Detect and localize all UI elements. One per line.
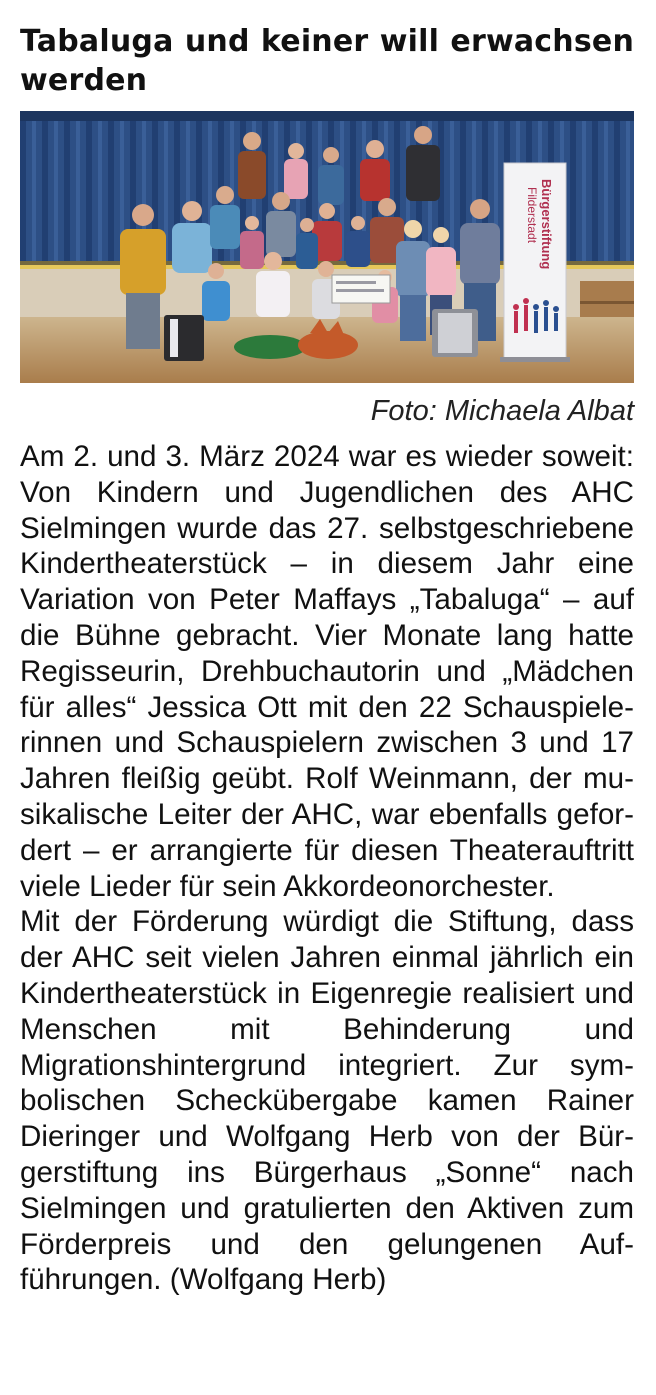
banner-text-1: Bürgerstiftung xyxy=(539,179,554,270)
group-photo xyxy=(20,111,634,383)
article-headline: Tabaluga und keiner will erwachsen werden xyxy=(20,24,634,98)
paragraph-1: Am 2. und 3. März 2024 war es wieder soweit: Von Kindern und Jugendlichen des AHC Sielmingen wurde das 27. selbstgeschriebene Kindertheaterstück – in diesem Jahr eine Variation von Peter Maffays „Tabaluga“ – auf die Bühne gebracht. Vier Monate lang hatte Regisseurin, Drehbuchautorin und „Mädchen für alles“ Jessica Ott mit den 22 Schauspielerinnen und Schauspielern zwischen 3 und 17 Jahren fleißig geübt. Rolf Weinmann, der musikalische Leiter der AHC, war ebenfalls gefordert – er arrangierte für diesen Theaterauftritt viele Lieder für sein Akkordeonorchester. xyxy=(20,440,634,903)
article xyxy=(20,22,634,1298)
banner-text-2: Filderstadt xyxy=(525,187,539,244)
photo-credit: Foto: Michaela Albat xyxy=(370,395,634,427)
paragraph-2: Mit der Förderung würdigt die Stiftung, dass der AHC seit vielen Jahren einmal jährlich ein Kindertheaterstück in Eigenregie realisiert und Menschen mit Behinderung und Migrationshintergrund integriert. Zur symbolischen Scheckübergabe kamen Rainer Dieringer und Wolfgang Herb von der Bürgerstiftung ins Bürgerhaus „Sonne“ nach Sielmingen und gratulierten den Aktiven zum Förderpreis und den gelungenen Aufführungen. (Wolfgang Herb) xyxy=(20,905,634,1297)
article-body xyxy=(20,439,634,1298)
